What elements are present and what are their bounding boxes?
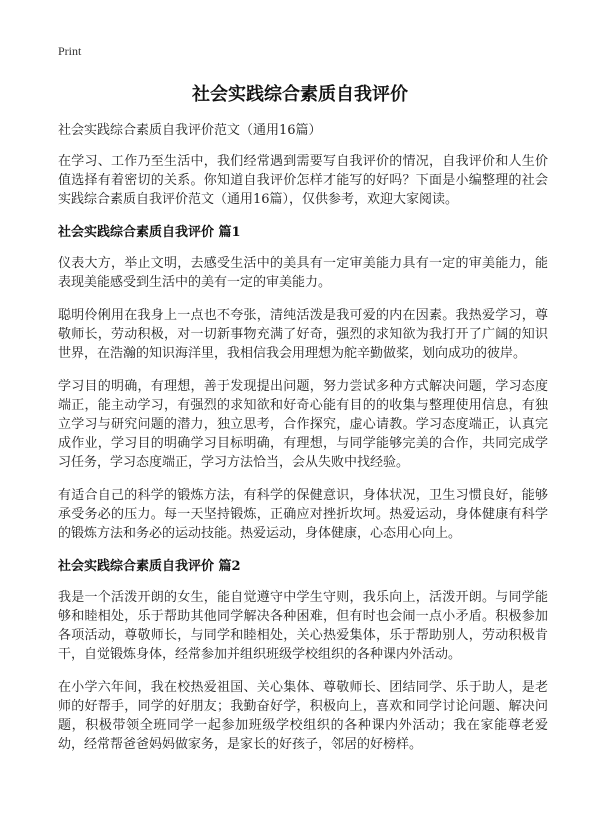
- section-paragraph: 仪表大方，举止文明，去感受生活中的美具有一定审美能力具有一定的审美能力，能表现美能感受到生活中的美有一定的审美能力。: [58, 256, 548, 290]
- section-heading: 社会实践综合素质自我评价 篇1: [58, 225, 241, 240]
- document-body: [58, 121, 548, 768]
- intro-paragraph: 在学习、工作乃至生活中，我们经常遇到需要写自我评价的情况，自我评价和人生价值选择有着密切的关系。你知道自我评价怎样才能写的好吗？下面是小编整理的社会实践综合素质自我评价范文（通用16篇），仅供参考，欢迎大家阅读。: [58, 154, 548, 207]
- section-paragraph: 聪明伶俐用在我身上一点也不夸张，清纯活泼是我可爱的内在因素。我热爱学习，尊敬师长，劳动积极，对一切新事物充满了好奇，强烈的求知欲为我打开了广阔的知识世界，在浩瀚的知识海洋里，我相信我会用理想为舵辛勤做桨，划向成功的彼岸。: [58, 308, 548, 361]
- document-title: 社会实践综合素质自我评价: [192, 84, 408, 105]
- section-paragraph: 学习目的明确，有理想，善于发现提出问题，努力尝试多种方式解决问题，学习态度端正，能主动学习，有强烈的求知欲和好奇心能有目的的收集与整理使用信息，有独立学习与研究问题的潜力，独立思考，合作探究，虚心请教。学习态度端正，认真完成作业，学习目的明确学习目标明确，有理想，与同学能够完美的合作，共同完成学习任务，学习态度端正，学习方法恰当，会从失败中找经验。: [58, 379, 548, 470]
- document-subtitle: 社会实践综合素质自我评价范文（通用16篇）: [58, 123, 322, 138]
- section-paragraph: 有适合自己的科学的锻炼方法，有科学的保健意识，身体状况，卫生习惯良好，能够承受务必的压力。每一天坚持锻炼，正确应对挫折坎坷。热爱运动，身体健康有科学的锻炼方法和务必的运动技能。热爱运动，身体健康，心态用心向上。: [58, 488, 548, 541]
- section-paragraph: 我是一个活泼开朗的女生，能自觉遵守中学生守则，我乐向上，活泼开朗。与同学能够和睦相处，乐于帮助其他同学解决各种困难，但有时也会闹一点小矛盾。积极参加各项活动，尊敬师长，与同学和睦相处，关心热爱集体，乐于帮助别人，劳动积极肯干，自觉锻炼身体，经常参加并组织班级学校组织的各种课内外活动。: [58, 590, 548, 662]
- print-label[interactable]: Print: [58, 44, 82, 58]
- section-paragraph: 在小学六年间，我在校热爱祖国、关心集体、尊敬师长、团结同学、乐于助人，是老师的好帮手，同学的好朋友；我勤奋好学，积极向上，喜欢和同学讨论问题、解决问题，积极带领全班同学一起参加班级学校组织的各种课内外活动；我在家能尊老爱幼，经常帮爸爸妈妈做家务，是家长的好孩子，邻居的好榜样。: [58, 680, 548, 752]
- section-heading: 社会实践综合素质自我评价 篇2: [58, 559, 241, 574]
